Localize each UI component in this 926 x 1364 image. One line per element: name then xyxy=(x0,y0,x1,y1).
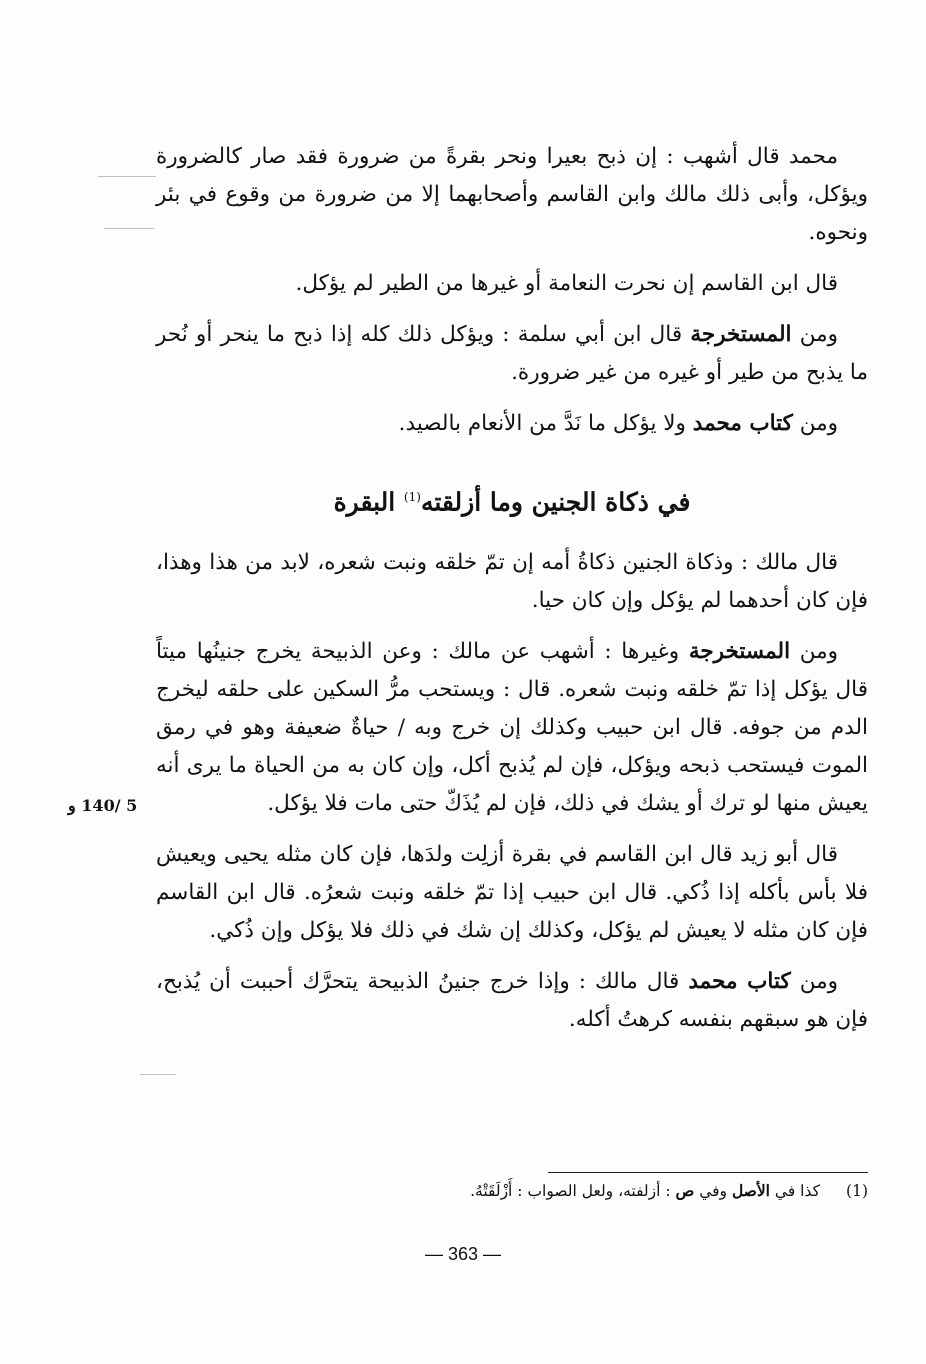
footnote xyxy=(156,1178,868,1204)
paragraph: قال ابن القاسم إن نحرت النعامة أو غيرها من الطير لم يؤكل. xyxy=(295,271,838,296)
footnote-number: (1) xyxy=(846,1182,868,1200)
footnote-text: كذا في xyxy=(769,1182,820,1200)
scan-mark xyxy=(104,228,154,229)
footnote-divider xyxy=(548,1172,868,1173)
footnote-text: : أزلفته، ولعل الصواب : أَزْلَقَتْهُ. xyxy=(470,1182,676,1200)
page-number: — 363 — xyxy=(424,1244,502,1264)
paragraph: قال مالك : وذكاة الجنين ذكاةُ أمه إن تمّ خلقه ونبت شعره، لابد من هذا وهذا، فإن كان أحدهما لم يؤكل وإن كان حيا. xyxy=(156,550,868,614)
margin-folio-note: 5 /140 و xyxy=(68,796,138,815)
scan-mark xyxy=(140,1074,176,1075)
source-name: كتاب محمد xyxy=(688,969,791,995)
heading-text: البقرة xyxy=(333,487,404,517)
paragraph-text: قال مالك : وإذا خرج جنينُ الذبيحة يتحرَّك أحببت أن يُذبح، فإن هو سبقهم بنفسه كرهتُ أكله. xyxy=(156,969,868,1033)
paragraph xyxy=(156,963,868,1039)
paragraph xyxy=(156,405,868,443)
main-text xyxy=(156,138,868,1052)
paragraph-lead: ومن xyxy=(790,969,839,995)
paragraph: قال أبو زيد قال ابن القاسم في بقرة أزلِت ولدَها، فإن كان مثله يحيى ويعيش فلا بأس بأكله إذا ذُكي. قال ابن حبيب إذا تمّ خلقه ونبت شعرُه. قال ابن القاسم فإن كان مثله لا يعيش لم يؤكل، وكذلك إن شك في ذلك فلا يؤكل وإن ذُكي. xyxy=(156,842,868,944)
heading-text: في ذكاة الجنين وما أزلقته xyxy=(420,487,691,517)
footnote-text: وفي xyxy=(694,1182,732,1200)
paragraph-text: وغيرها : أشهب عن مالك : وعن الذبيحة يخرج جنينُها ميتاً قال يؤكل إذا تمّ خلقه ونبت شعره. قال : ويستحب مرُّ السكين على حلقه ليخرج الدم من جوفه. قال ابن حبيب وكذلك إن خرج وبه / حياةٌ ضعيفة وهو في رمق الموت فيستحب ذبحه ويؤكل، فإن لم يُذبح أكل، وإن كان به من الحياة ما يرى أنه يعيش منها لو ترك أو يشك في ذلك، فإن لم يُذَكّ حتى مات فلا يؤكل. xyxy=(156,639,868,817)
paragraph xyxy=(156,316,868,392)
paragraph-lead: ومن xyxy=(790,639,838,665)
section-heading xyxy=(156,477,868,522)
paragraph xyxy=(156,633,868,823)
source-name: المستخرجة xyxy=(688,639,791,665)
paragraph-text: ولا يؤكل ما نَدَّ من الأنعام بالصيد. xyxy=(398,411,693,436)
footnote-source: ص xyxy=(675,1181,695,1200)
source-name: كتاب محمد xyxy=(692,411,793,436)
scan-mark xyxy=(98,176,156,177)
footnote-source: الأصل xyxy=(731,1181,770,1200)
paragraph-lead: ومن xyxy=(791,322,838,347)
footnote-ref: (1) xyxy=(403,490,421,504)
paragraph-lead: ومن xyxy=(792,411,838,436)
source-name: المستخرجة xyxy=(690,322,792,347)
paragraph-text: قال ابن أبي سلمة : ويؤكل ذلك كله إذا ذبح ما ينحر أو نُحر ما يذبح من طير أو غيره من غير ضرورة. xyxy=(156,322,868,385)
paragraph: محمد قال أشهب : إن ذبح بعيرا ونحر بقرةً من ضرورة فقد صار كالضرورة ويؤكل، وأبى ذلك مالك وابن القاسم وأصحابهما إلا من ضرورة من وقوع في بئر ونحوه. xyxy=(156,144,868,245)
